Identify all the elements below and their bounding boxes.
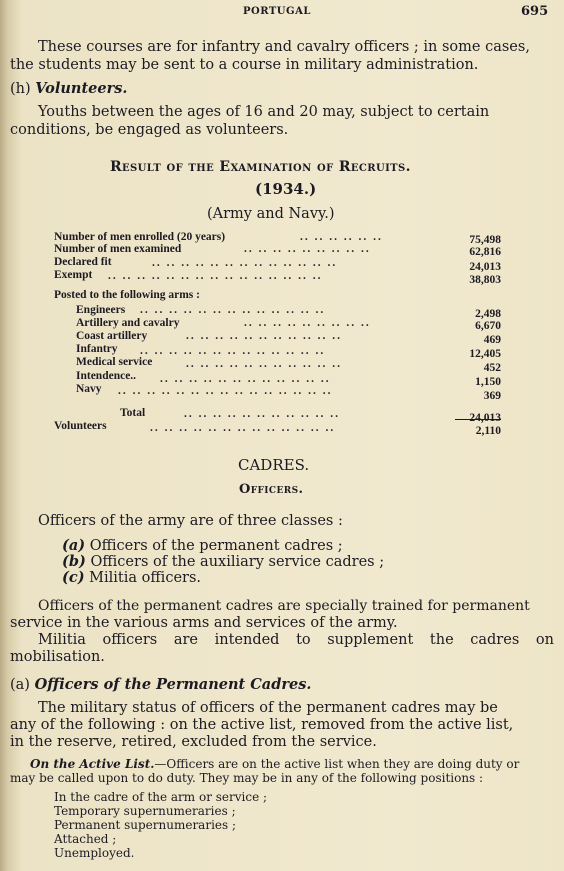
- table-arm-row: [76, 305, 125, 316]
- intro-line-2: the students may be sent to a course in military administration.: [10, 57, 479, 73]
- table-arm-label: Navy: [76, 383, 102, 395]
- table-arm-row: [76, 384, 102, 395]
- officer-class-marker: (b): [62, 553, 86, 570]
- active-list-line-1: [30, 757, 519, 771]
- leader-dots: .. .. .. .. .. .. .. .. .. .. .. .. ..: [150, 422, 336, 434]
- leader-dots: .. .. .. .. .. .. .. .. ..: [244, 243, 371, 255]
- officer-class-marker: (c): [62, 569, 85, 586]
- officer-class-text: Militia officers.: [89, 570, 202, 586]
- leader-dots: .. .. .. .. .. .. .. .. .. .. .. .. .. .. ..: [108, 270, 323, 282]
- table-year: (1934.): [255, 180, 317, 198]
- table-row: [54, 232, 225, 243]
- table-arm-label: Coast artillery: [76, 330, 148, 342]
- table-arm-label: Infantry: [76, 343, 118, 355]
- table-arm-row: [76, 371, 136, 382]
- officers-intro: Officers of the army are of three classes :: [38, 513, 343, 529]
- leader-dots: .. .. .. .. .. .. .. .. .. .. ..: [184, 408, 340, 420]
- leader-dots: .. .. .. .. .. ..: [300, 231, 383, 243]
- leader-dots: .. .. .. .. .. .. .. .. .. .. .. .. ..: [140, 304, 326, 316]
- section-a-heading: [10, 676, 311, 694]
- officer-class-marker: (a): [62, 537, 86, 554]
- table-subtitle: (Army and Navy.): [207, 206, 335, 222]
- active-list-text: —Officers are on the active list when they are doing duty or: [154, 757, 520, 771]
- intro-line-1: These courses are for infantry and cavalry officers ; in some cases,: [38, 39, 530, 55]
- officer-class-item: [62, 569, 201, 587]
- leader-dots: .. .. .. .. .. .. .. .. ..: [244, 317, 371, 329]
- table-volunteers-value: 2,110: [475, 425, 501, 437]
- cadres-heading: CADRES.: [238, 456, 310, 474]
- leader-dots: .. .. .. .. .. .. .. .. .. .. .. .. ..: [140, 345, 326, 357]
- volunteers-heading-prefix: (h): [10, 81, 31, 97]
- volunteers-line-1: Youths between the ages of 16 and 20 may, subject to certain: [38, 104, 490, 120]
- table-arm-label: Intendence..: [76, 370, 137, 382]
- militia-line-2: mobilisation.: [10, 649, 105, 665]
- table-row-value: 24,013: [469, 261, 501, 273]
- table-row-label: Declared fit: [54, 256, 112, 268]
- officer-class-text: Officers of the auxiliary service cadres ;: [90, 554, 385, 570]
- table-arm-row: [76, 331, 147, 342]
- militia-line-1: Militia officers are intended to supplement the cadres on: [38, 632, 554, 648]
- section-a-prefix: (a): [10, 677, 30, 693]
- table-row-label: Number of men enrolled (20 years): [54, 231, 226, 243]
- table-row: [54, 244, 181, 255]
- table-arm-row: [76, 357, 152, 368]
- table-row-label: Exempt: [54, 269, 93, 281]
- position-item: Permanent supernumeraries ;: [54, 818, 237, 832]
- active-list-line-2: may be called upon to do duty. They may be in any of the following positions :: [10, 771, 484, 785]
- volunteers-line-2: conditions, be engaged as volunteers.: [10, 122, 289, 138]
- table-arm-value: 2,498: [475, 308, 501, 320]
- position-item: Unemployed.: [54, 846, 135, 860]
- table-total-value: 24,013: [469, 412, 501, 424]
- volunteers-heading: [10, 80, 127, 98]
- leader-dots: .. .. .. .. .. .. .. .. .. .. .. .. ..: [152, 257, 338, 269]
- military-status-line-1: The military status of officers of the permanent cadres may be: [38, 700, 498, 716]
- military-status-line-2: any of the following : on the active list, removed from the active list,: [10, 717, 514, 733]
- active-list-heading: On the Active List.: [30, 757, 155, 771]
- officer-class-text: Officers of the permanent cadres ;: [89, 538, 343, 554]
- table-arm-value: 369: [483, 390, 501, 402]
- table-arm-row: [76, 344, 118, 355]
- leader-dots: .. .. .. .. .. .. .. .. .. .. ..: [186, 358, 342, 370]
- table-arm-value: 469: [483, 334, 501, 346]
- officers-subheading: Officers.: [239, 482, 304, 497]
- permanent-cadres-line-2: service in the various arms and services of the army.: [10, 615, 398, 631]
- permanent-cadres-line-1: Officers of the permanent cadres are specially trained for permanent: [38, 598, 530, 614]
- table-arm-row: [76, 318, 179, 329]
- table-row-value: 38,803: [469, 274, 501, 286]
- table-row: [54, 270, 92, 281]
- table-row-value: 75,498: [469, 234, 501, 246]
- leader-dots: .. .. .. .. .. .. .. .. .. .. ..: [186, 330, 342, 342]
- table-arm-label: Artillery and cavalry: [76, 317, 180, 329]
- leader-dots: .. .. .. .. .. .. .. .. .. .. .. ..: [160, 373, 331, 385]
- table-total-label: Total: [120, 407, 146, 419]
- position-item: Temporary supernumeraries ;: [54, 804, 236, 818]
- table-row-label: Number of men examined: [54, 243, 182, 255]
- table-posted-label: Posted to the following arms :: [54, 289, 200, 301]
- table-volunteers-label: Volunteers: [54, 420, 107, 432]
- table-arm-value: 1,150: [475, 376, 501, 388]
- table-row: [54, 257, 112, 268]
- table-arm-value: 452: [483, 362, 501, 374]
- table-row-value: 62,816: [469, 246, 501, 258]
- volunteers-heading-text: Volunteers.: [35, 80, 128, 97]
- table-title: Result of the Examination of Recruits.: [110, 159, 411, 175]
- position-item: In the cadre of the arm or service ;: [54, 790, 268, 804]
- military-status-line-3: in the reserve, retired, excluded from the service.: [10, 734, 377, 750]
- section-a-title: Officers of the Permanent Cadres.: [34, 676, 312, 693]
- table-arm-value: 12,405: [469, 348, 501, 360]
- table-arm-label: Engineers: [76, 304, 126, 316]
- page-number: 695: [521, 4, 549, 19]
- table-arm-label: Medical service: [76, 356, 153, 368]
- leader-dots: .. .. .. .. .. .. .. .. .. .. .. .. .. .. ..: [118, 385, 333, 397]
- running-header: PORTUGAL: [243, 6, 311, 17]
- position-item: Attached ;: [54, 832, 117, 846]
- table-arm-value: 6,670: [475, 320, 501, 332]
